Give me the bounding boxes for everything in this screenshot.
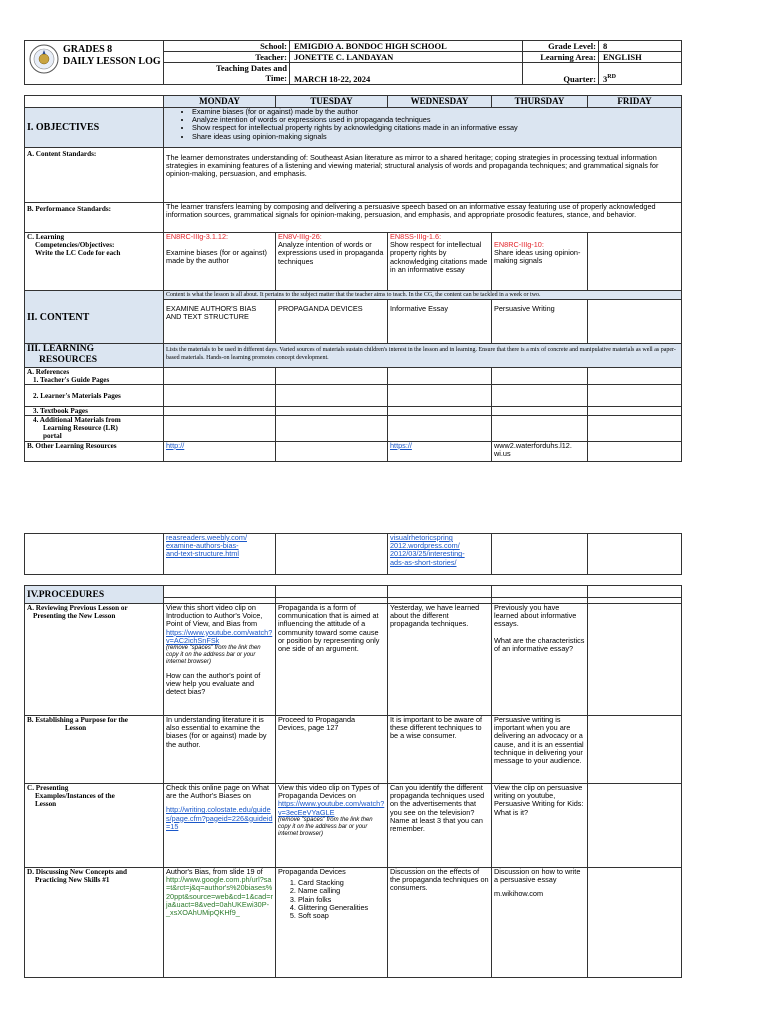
proc-c-label-3: Lesson bbox=[35, 800, 57, 808]
day-wednesday: WEDNESDAY bbox=[388, 96, 492, 108]
competency-monday bbox=[164, 233, 276, 291]
proc-c-tuesday bbox=[276, 784, 388, 868]
lc-text-wednesday: Show respect for intellectual property rights by acknowledging citations made in an informative essay bbox=[390, 240, 488, 274]
proc-d-thursday bbox=[492, 868, 588, 978]
content-standards-text: The learner demonstrates understanding of: Southeast Asian literature as mirror to a shared heritage; coping strategies in processing textual information strategies in examining features of a listening and viewing material; structural analysis of words and propaganda techniques; and grammatical signals for opinion-making, persuasion, and emphasis. bbox=[164, 148, 682, 203]
proc-b-label bbox=[25, 716, 164, 784]
proc-d-mon-link[interactable]: http://www.google.com.ph/url?sa=t&rct=j&q=author's%20biases%20ppt&source=web&cd=1&cad=rja&uact=8&ved=0ahUKEwi30P-_xsXOAhUMipQKHf9_ bbox=[166, 875, 273, 918]
proc-c-label bbox=[25, 784, 164, 868]
proc-a-label bbox=[25, 604, 164, 716]
proc-a-mon-text: View this short video clip on Introduction to Author's Voice, Point of View, and Bias from bbox=[166, 603, 263, 629]
lc-code-thursday: EN8RC-IIIg-10: bbox=[494, 240, 544, 249]
proc-d-thu-1: Discussion on how to write a persuasive essay bbox=[494, 867, 581, 885]
objectives-list bbox=[164, 108, 682, 148]
proc-a-wednesday: Yesterday, we have learned about the different propaganda techniques. bbox=[388, 604, 492, 716]
proc-d-tue-title: Propaganda Devices bbox=[278, 867, 346, 876]
proc-c-thursday: View the clip on persuasive writing on youtube, Persuasive Writing for Kids: What is it? bbox=[492, 784, 588, 868]
proc-d-label bbox=[25, 868, 164, 978]
content-label: II. CONTENT bbox=[25, 291, 164, 344]
other-resource-link-wednesday[interactable]: https:// bbox=[390, 441, 412, 450]
competency-thursday bbox=[492, 233, 588, 291]
continuation-table bbox=[24, 533, 682, 575]
other-resource-link-monday[interactable]: http:// bbox=[166, 441, 185, 450]
lc-text-thursday: Share ideas using opinion-making signals bbox=[494, 248, 581, 266]
proc-a-mon-question: How can the author's point of view help you evaluate and detect bias? bbox=[166, 671, 261, 697]
cont-mon-1[interactable]: reasreaders.weebly.com/ bbox=[166, 533, 247, 542]
day-tuesday: TUESDAY bbox=[276, 96, 388, 108]
area-label: Learning Area: bbox=[523, 52, 599, 63]
references-label bbox=[25, 368, 164, 385]
day-monday: MONDAY bbox=[164, 96, 276, 108]
proc-a-mon-note: (remove "spaces" from the link then copy it on the address bar or your internet browser) bbox=[166, 645, 261, 666]
dates-label: Teaching Dates and Time: bbox=[164, 63, 290, 85]
content-wednesday: Informative Essay bbox=[388, 300, 492, 344]
proc-d-label-2: Practicing New Skills #1 bbox=[35, 876, 110, 884]
tg-label: 1. Teacher's Guide Pages bbox=[33, 376, 110, 384]
am-line-1: 4. Additional Materials from bbox=[33, 416, 121, 424]
proc-c-wednesday: Can you identify the different propaganda techniques used on the advertisements that you see on the television? Name at least 3 that you can remember. bbox=[388, 784, 492, 868]
competencies-label-3: Write the LC Code for each bbox=[35, 249, 121, 257]
proc-c-tue-text: View this video clip on Types of Propaganda Devices on bbox=[278, 783, 380, 801]
proc-d-tuesday bbox=[276, 868, 388, 978]
other-resource-thursday-2: wi.us bbox=[494, 449, 511, 459]
other-resources-label: B. Other Learning Resources bbox=[25, 442, 164, 462]
teacher-label: Teacher: bbox=[164, 52, 290, 63]
grade-label: Grade Level: bbox=[523, 41, 599, 52]
proc-c-label-2: Examples/Instances of the bbox=[35, 792, 115, 800]
resources-label bbox=[25, 344, 164, 368]
proc-a-mon-link[interactable]: https://www.youtube.com/watch?v=AC2ichSnFSk bbox=[166, 627, 273, 645]
lc-code-tuesday: EN8V-IIIg-26: bbox=[278, 232, 322, 241]
proc-b-wednesday: It is important to be aware of these different techniques to be a wise consumer. bbox=[388, 716, 492, 784]
proc-c-monday bbox=[164, 784, 276, 868]
school-label: School: bbox=[164, 41, 290, 52]
procedures-table bbox=[24, 585, 682, 978]
propaganda-device-1: 1. Card Stacking bbox=[298, 879, 385, 887]
proc-b-label-2: Lesson bbox=[65, 724, 87, 732]
proc-a-thursday bbox=[492, 604, 588, 716]
competencies-label-2: Competencies/Objectives: bbox=[35, 241, 115, 249]
content-thursday: Persuasive Writing bbox=[492, 300, 588, 344]
school-value: EMIGDIO A. BONDOC HIGH SCHOOL bbox=[290, 41, 523, 52]
title-grades: GRADES 8 bbox=[63, 44, 113, 55]
proc-c-tue-note: (remove "spaces" from the link then copy it on the address bar or your internet browser) bbox=[278, 816, 373, 837]
propaganda-device-3: 3. Plain folks bbox=[298, 896, 385, 904]
proc-a-tuesday: Propaganda is a form of communication that is aimed at influencing the attitude of a community toward some cause or position by representing only one side of an argument. bbox=[276, 604, 388, 716]
resources-label-1: III. LEARNING bbox=[27, 344, 95, 354]
cont-mon-3[interactable]: and-text-structure.html bbox=[166, 549, 239, 559]
am-line-3: portal bbox=[43, 432, 62, 440]
proc-b-monday: In understanding literature it is also essential to examine the biases (for or against) made by the author. bbox=[164, 716, 276, 784]
proc-c-label-1: C. Presenting bbox=[27, 784, 69, 792]
proc-d-wednesday: Discussion on the effects of the propaganda techniques on consumers. bbox=[388, 868, 492, 978]
resources-note: Lists the materials to be used in different days. Varied sources of materials sustain children's interest in the lesson and in learning. Ensure that there is a mix of concrete and manipulative materials as well as paper-based materials. Hands-on learning promotes concept development. bbox=[164, 344, 682, 368]
teacher-value: JONETTE C. LANDAYAN bbox=[290, 52, 523, 63]
proc-b-tuesday: Proceed to Propaganda Devices, page 127 bbox=[276, 716, 388, 784]
proc-a-thu-1: Previously you have learned about informative essays. bbox=[494, 603, 577, 629]
performance-standards-text: The learner transfers learning by composing and delivering a persuasive speech based on an informative essay featuring use of properly acknowledged information sources, grammatical signals for opinion-making, persuasion, and emphasis, and appropriate prosodic features, stance, and behavior. bbox=[164, 203, 682, 233]
resources-label-2: RESOURCES bbox=[39, 355, 98, 365]
objective-4: • Share ideas using opinion-making signals bbox=[192, 133, 679, 141]
dates-value: MARCH 18-22, 2024 bbox=[290, 63, 523, 85]
proc-a-thu-2: What are the characteristics of an informative essay? bbox=[494, 635, 585, 653]
objective-1: • Examine biases (for or against) made by the author bbox=[192, 108, 679, 116]
competency-wednesday bbox=[388, 233, 492, 291]
propaganda-device-4: 4. Glittering Generalities bbox=[298, 904, 385, 912]
additional-materials-label bbox=[25, 416, 164, 442]
proc-b-label-1: B. Establishing a Purpose for the bbox=[27, 716, 128, 724]
textbook-label: 3. Textbook Pages bbox=[25, 407, 164, 416]
other-resource-thursday-1: www2.waterforduhs.l12. bbox=[494, 441, 572, 450]
quarter-sup: RD bbox=[607, 74, 616, 81]
proc-a-label-2: Presenting the New Lesson bbox=[33, 612, 116, 620]
competencies-label-1: C. Learning bbox=[27, 233, 65, 241]
cont-wed-3[interactable]: 2012/03/25/interesting- bbox=[390, 549, 465, 559]
objective-3: • Show respect for intellectual property rights by acknowledging citations made in an informative essay bbox=[192, 124, 679, 132]
competency-tuesday bbox=[276, 233, 388, 291]
performance-standards-label: B. Performance Standards: bbox=[25, 203, 164, 233]
lc-code-monday: EN8RC-IIIg-3.1.12: bbox=[166, 232, 229, 241]
lesson-log-table bbox=[24, 95, 682, 462]
proc-a-label-1: A. Reviewing Previous Lesson or bbox=[27, 604, 128, 612]
cont-wed-4[interactable]: ads-as-short-stories/ bbox=[390, 557, 457, 567]
references-title: A. References bbox=[27, 368, 70, 376]
cont-mon-2[interactable]: examine-authors-bias- bbox=[166, 541, 239, 551]
cont-wed-1[interactable]: visualrhetoricspring bbox=[390, 533, 453, 542]
proc-d-monday bbox=[164, 868, 276, 978]
quarter-value bbox=[599, 63, 682, 85]
quarter-number: 3 bbox=[603, 74, 608, 84]
proc-c-mon-link[interactable]: http://writing.colostate.edu/guides/page.cfm?pageid=226&guideid=15 bbox=[166, 805, 273, 831]
objectives-label: I. OBJECTIVES bbox=[25, 108, 164, 148]
cont-wed-2[interactable]: 2012.wordpress.com/ bbox=[390, 541, 460, 551]
day-thursday: THURSDAY bbox=[492, 96, 588, 108]
proc-d-thu-2: m.wikihow.com bbox=[494, 889, 544, 899]
content-note: Content is what the lesson is all about. It pertains to the subject matter that the teacher aims to teach. In the CG, the content can be tackled in a week or two. bbox=[164, 291, 682, 300]
area-value: ENGLISH bbox=[599, 52, 682, 63]
competencies-label bbox=[25, 233, 164, 291]
proc-c-mon-text: Check this online page on What are the Author's Biases on bbox=[166, 783, 270, 801]
quarter-label: Quarter: bbox=[523, 63, 599, 85]
am-line-2: Learning Resource (LR) bbox=[43, 424, 118, 432]
content-tuesday: PROPAGANDA DEVICES bbox=[276, 300, 388, 344]
content-monday: EXAMINE AUTHOR'S BIAS AND TEXT STRUCTURE bbox=[164, 300, 276, 344]
proc-d-mon-text: Author's Bias, from slide 19 of bbox=[166, 867, 263, 876]
content-standards-label: A. Content Standards: bbox=[25, 148, 164, 203]
continuation-link-wednesday[interactable] bbox=[388, 534, 492, 575]
propaganda-device-2: 2. Name calling bbox=[298, 887, 385, 895]
proc-a-monday bbox=[164, 604, 276, 716]
grade-value: 8 bbox=[599, 41, 682, 52]
lc-text-monday: Examine biases (for or against) made by the author bbox=[166, 248, 267, 266]
title-dll: DAILY LESSON LOG bbox=[63, 56, 161, 67]
continuation-link-monday[interactable] bbox=[164, 534, 276, 575]
lm-label: 2. Learner's Materials Pages bbox=[25, 385, 164, 407]
other-resource-thursday bbox=[492, 442, 588, 462]
propaganda-device-5: 5. Soft soap bbox=[298, 912, 385, 920]
objective-2: • Analyze intention of words or expressions used in propaganda techniques bbox=[192, 116, 679, 124]
header-table bbox=[24, 40, 682, 85]
proc-b-thursday: Persuasive writing is important when you are delivering an advocacy or a cause, and it is an essential technique in delivering your message to your audience. bbox=[492, 716, 588, 784]
proc-c-tue-link[interactable]: https://www.youtube.com/watch?v=3ecEeVYaGLE bbox=[278, 799, 385, 817]
day-friday: FRIDAY bbox=[588, 96, 682, 108]
procedures-label: IV.PROCEDURES bbox=[25, 586, 164, 604]
lc-code-wednesday: EN8SS-IIIg-1.6: bbox=[390, 232, 442, 241]
proc-d-label-1: D. Discussing New Concepts and bbox=[27, 868, 128, 876]
lc-text-tuesday: Analyze intention of words or expressions used in propaganda techniques bbox=[278, 240, 384, 266]
